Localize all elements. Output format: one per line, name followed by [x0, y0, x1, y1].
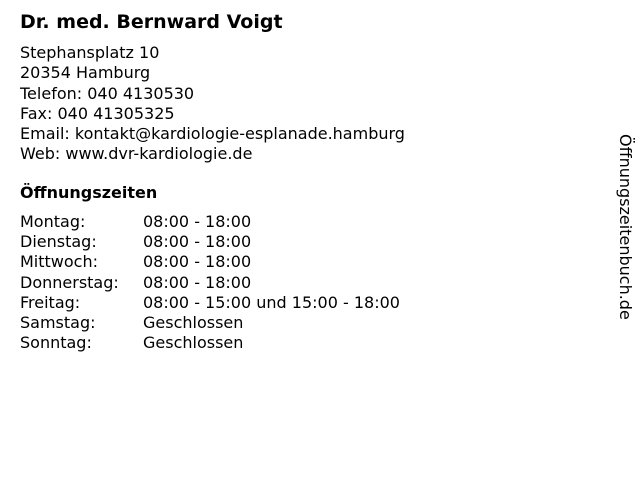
- opening-hours-heading: Öffnungszeiten: [20, 183, 158, 202]
- time-value: 08:00 - 18:00: [143, 232, 252, 252]
- day-label: Dienstag:: [20, 232, 97, 252]
- day-label: Freitag:: [20, 292, 81, 312]
- day-label: Mittwoch:: [20, 252, 98, 272]
- email-address: Email: kontakt@kardiologie-esplanade.hamburg: [20, 124, 405, 144]
- time-value: 08:00 - 18:00: [143, 272, 252, 292]
- day-label: Donnerstag:: [20, 272, 119, 292]
- day-label: Montag:: [20, 212, 86, 231]
- time-value: 08:00 - 18:00: [143, 252, 252, 272]
- doctor-name: Dr. med. Bernward Voigt: [20, 11, 283, 33]
- contact-block: [20, 43, 405, 165]
- website: Web: www.dvr-kardiologie.de: [20, 144, 253, 164]
- day-label: Samstag:: [20, 312, 96, 332]
- address-city: 20354 Hamburg: [20, 63, 151, 83]
- fax-number: Fax: 040 41305325: [20, 103, 175, 123]
- phone-number: Telefon: 040 4130530: [20, 83, 195, 103]
- time-value: 08:00 - 18:00: [143, 212, 252, 231]
- address-street: Stephansplatz 10: [20, 43, 160, 62]
- brand-watermark: Öffnungszeitenbuch.de: [616, 134, 635, 320]
- time-value: Geschlossen: [143, 312, 244, 332]
- day-label: Sonntag:: [20, 333, 92, 353]
- time-value: Geschlossen: [143, 333, 244, 353]
- time-value: 08:00 - 15:00 und 15:00 - 18:00: [143, 292, 400, 312]
